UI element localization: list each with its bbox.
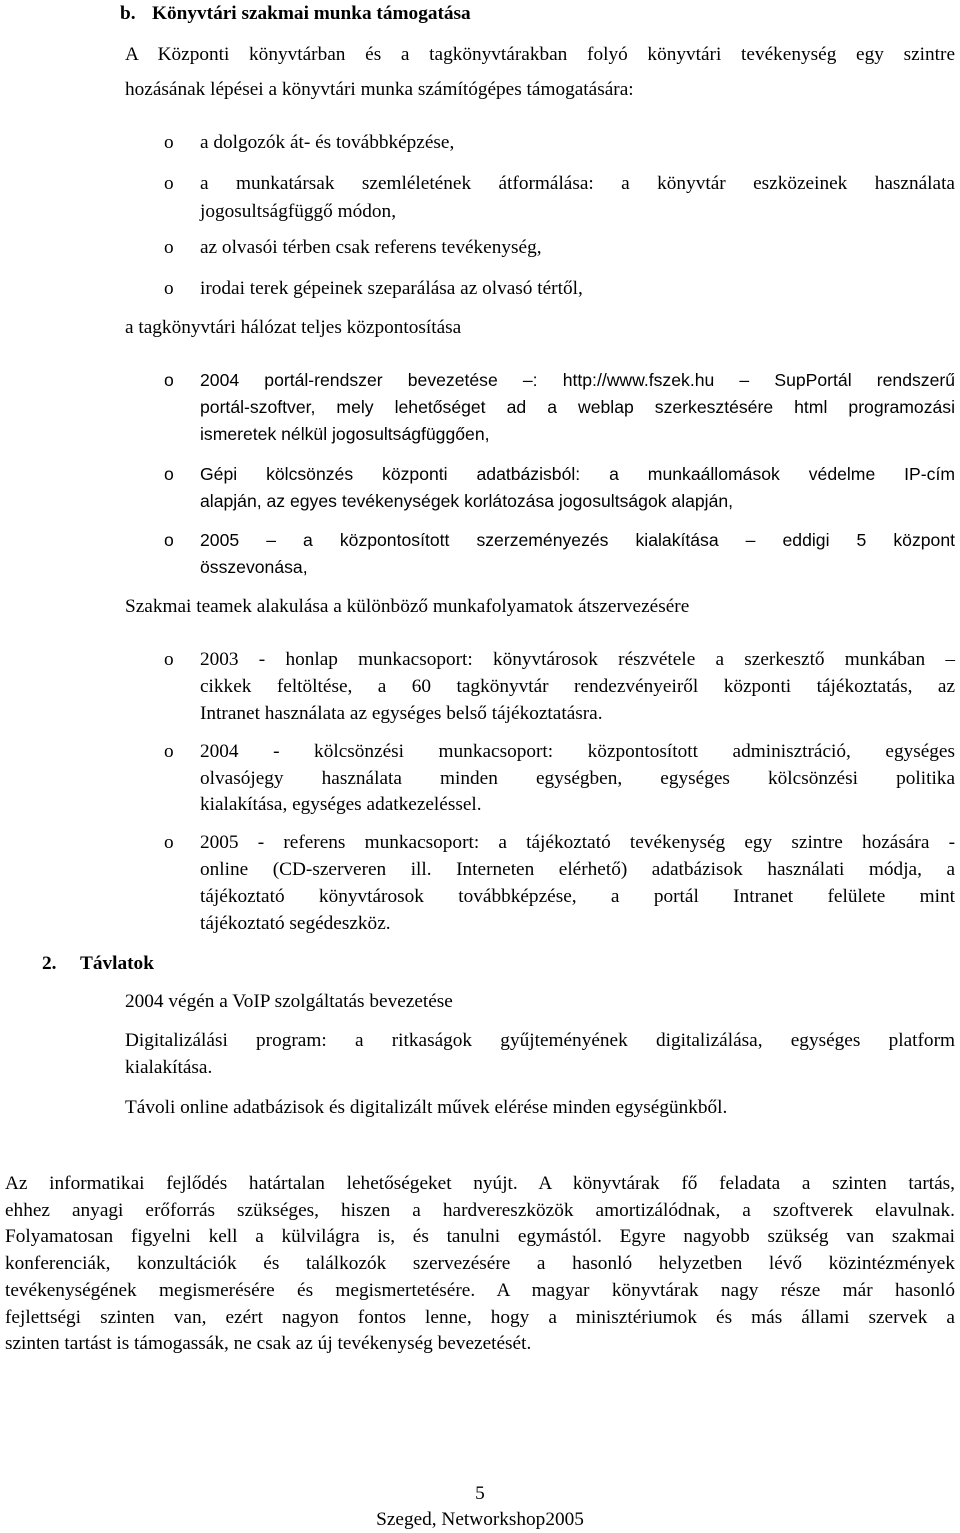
paragraph-cont: kialakítása. [125,1057,213,1078]
closing-line: Az informatikai fejlődés határtalan lehetőségeket nyújt. A könyvtárak fő feladata a szinten tartás, [5,1173,955,1194]
closing-line: Folyamatosan figyelni kell a külvilágra is, és tanulni egymástól. Egyre nagyobb szükség van szakmai [5,1226,955,1247]
list-item-cont: alapján, az egyes tevékenységek korlátozása jogosultságok alapján, [200,491,734,511]
bullet-marker: o [164,530,174,550]
page-number: 5 [475,1483,485,1504]
list-item-cont: Intranet használata az egységes belső tájékoztatásra. [200,703,603,724]
section-title: Távlatok [80,953,154,974]
list-item-cont: jogosultságfüggő módon, [200,201,397,222]
section-letter: b. [120,3,136,24]
list-item-cont: portál-szoftver, mely lehetőséget ad a weblap szerkesztésére html programozási [200,397,955,417]
subheading: a tagkönyvtári hálózat teljes központosítása [125,317,462,338]
closing-line: fejlettségi szinten van, ezért nagyon fontos lenne, hogy a minisztériumok és más állami szervek a [5,1307,955,1328]
bullet-marker: o [164,832,174,853]
list-item: 2005 - referens munkacsoport: a tájékoztató tevékenység egy szintre hozására - [200,832,955,853]
bullet-marker: o [164,173,174,194]
closing-line: tevékenységének megismerésére és megismertetésére. A magyar könyvtárak nagy része már hasonló [5,1280,955,1301]
subheading: Szakmai teamek alakulása a különböző munkafolyamatok átszervezésére [125,596,690,617]
paragraph: Távoli online adatbázisok és digitalizált művek elérése minden egységünkből. [125,1097,728,1118]
section-title: Könyvtári szakmai munka támogatása [152,3,471,24]
list-item-cont: összevonása, [200,557,308,577]
list-item: 2004 - kölcsönzési munkacsoport: központosított adminisztráció, egységes [200,741,955,762]
list-item-cont: tájékoztató segédeszköz. [200,913,391,934]
intro-line: A Központi könyvtárban és a tagkönyvtárakban folyó könyvtári tevékenység egy szintre [125,44,955,65]
list-item-cont: tájékoztató könyvtárosok továbbképzése, a portál Intranet felülete mint [200,886,955,907]
list-item-cont: online (CD-szerveren ill. Interneten elérhető) adatbázisok használati módja, a [200,859,955,880]
list-item: az olvasói térben csak referens tevékenység, [200,237,542,258]
list-item: 2003 - honlap munkacsoport: könyvtárosok részvétele a szerkesztő munkában – [200,649,955,670]
closing-line: ehhez anyagi erőforrás szükséges, hiszen a hardvereszközök amortizálódnak, a szoftverek elavulnak. [5,1200,955,1221]
list-item: Gépi kölcsönzés központi adatbázisból: a munkaállomások védelme IP-cím [200,464,955,484]
list-item: 2005 – a központosított szerzeményezés kialakítása – eddigi 5 központ [200,530,955,550]
list-item-cont: ismeretek nélkül jogosultságfüggően, [200,424,490,444]
paragraph: Digitalizálási program: a ritkaságok gyűjteményének digitalizálása, egységes platform [125,1030,955,1051]
bullet-marker: o [164,132,174,153]
list-item-cont: cikkek feltöltése, a 60 tagkönyvtár rendezvényeiről központi tájékoztatás, az [200,676,955,697]
list-item-cont: kialakítása, egységes adatkezeléssel. [200,794,482,815]
bullet-marker: o [164,237,174,258]
bullet-marker: o [164,278,174,299]
closing-line: konferenciák, konzultációk és találkozók szervezésére a hasonló helyzetben lévő közintézmények [5,1253,955,1274]
intro-line: hozásának lépései a könyvtári munka számítógépes támogatására: [125,79,634,100]
list-item: a munkatársak szemléletének átformálása: a könyvtár eszközeinek használata [200,173,955,194]
list-item: irodai terek gépeinek szeparálása az olvasó tértől, [200,278,583,299]
closing-line: szinten tartást is támogassák, ne csak az új tevékenység bevezetését. [5,1333,532,1354]
bullet-marker: o [164,464,174,484]
list-item: 2004 portál-rendszer bevezetése –: http://www.fszek.hu – SupPortál rendszerű [200,370,955,390]
list-item-cont: olvasójegy használata minden egységben, egységes kölcsönzési politika [200,768,955,789]
paragraph: 2004 végén a VoIP szolgáltatás bevezetése [125,991,453,1012]
footer-event: Szeged, Networkshop2005 [376,1509,584,1530]
bullet-marker: o [164,649,174,670]
bullet-marker: o [164,741,174,762]
list-item: a dolgozók át- és továbbképzése, [200,132,455,153]
section-number: 2. [42,953,57,974]
bullet-marker: o [164,370,174,390]
